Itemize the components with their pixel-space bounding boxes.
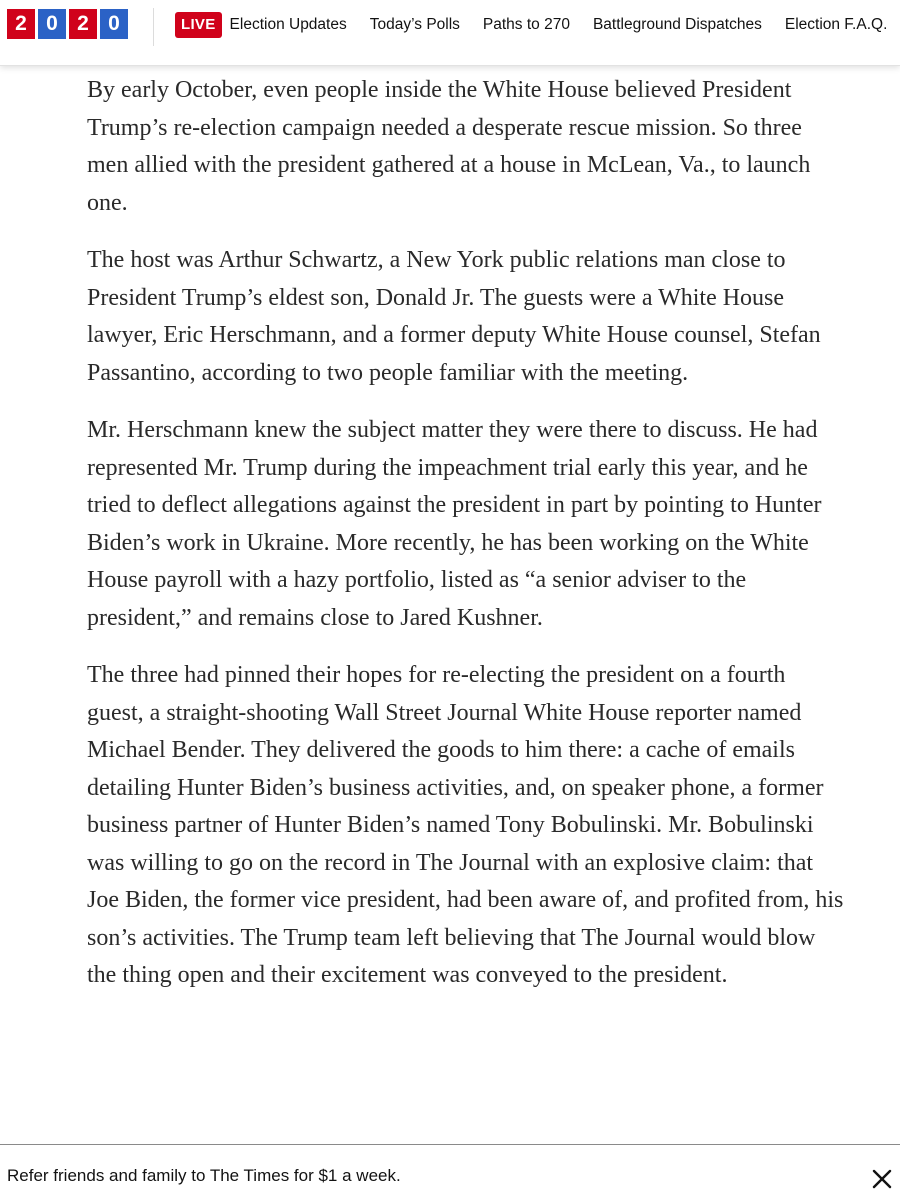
referral-banner[interactable] <box>0 1144 900 1200</box>
logo-digit: 2 <box>7 9 35 39</box>
article-body <box>87 72 847 1015</box>
live-badge[interactable]: LIVE <box>175 12 222 38</box>
logo-digit: 0 <box>38 9 66 39</box>
article-paragraph: Mr. Herschmann knew the subject matter they were there to discuss. He had represented Mr. Trump during the impeachment trial early this year, and he tried to deflect allegations against the president in part by pointing to Hunter Biden’s work in Ukraine. More recently, he has been working on the White House payroll with a hazy portfolio, listed as “a senior adviser to the president,” and remains close to Jared Kushner. <box>87 417 822 631</box>
nav-election-faq[interactable]: Election F.A.Q. <box>784 16 888 33</box>
nav-todays-polls[interactable]: Today’s Polls <box>369 16 460 33</box>
nav-battleground-dispatches[interactable]: Battleground Dispatches <box>592 16 762 33</box>
nav-election-updates[interactable]: Election Updates <box>229 16 347 33</box>
logo-digit: 0 <box>100 9 128 39</box>
referral-text[interactable]: Refer friends and family to The Times for $1 a week. <box>7 1166 401 1185</box>
top-nav-bar <box>0 0 900 66</box>
close-icon <box>868 1165 896 1193</box>
election-2020-logo[interactable] <box>7 9 128 39</box>
nav-links <box>175 12 900 38</box>
article-paragraph: The three had pinned their hopes for re-electing the president on a fourth guest, a straight-shooting Wall Street Journal White House reporter named Michael Bender. They delivered the goods to him there: a cache of emails detailing Hunter Biden’s business activities, and, on speaker phone, a former business partner of Hunter Biden’s named Tony Bobulinski. Mr. Bobulinski was willing to go on the record in The Journal with an explosive claim: that Joe Biden, the former vice president, had been aware of, and profited from, his son’s activities. The Trump team left believing that The Journal would blow the thing open and their excitement was conveyed to the president. <box>87 662 844 988</box>
nav-divider <box>153 8 154 46</box>
article-paragraph: The host was Arthur Schwartz, a New York public relations man close to President Trump’s eldest son, Donald Jr. The guests were a White House lawyer, Eric Herschmann, and a former deputy White House counsel, Stefan Passantino, according to two people familiar with the meeting. <box>87 247 821 386</box>
article-paragraph: By early October, even people inside the White House believed President Trump’s re-election campaign needed a desperate rescue mission. So three men allied with the president gathered at a house in McLean, Va., to launch one. <box>87 77 811 216</box>
nav-paths-to-270[interactable]: Paths to 270 <box>482 16 570 33</box>
logo-digit: 2 <box>69 9 97 39</box>
close-button[interactable] <box>868 1165 896 1193</box>
